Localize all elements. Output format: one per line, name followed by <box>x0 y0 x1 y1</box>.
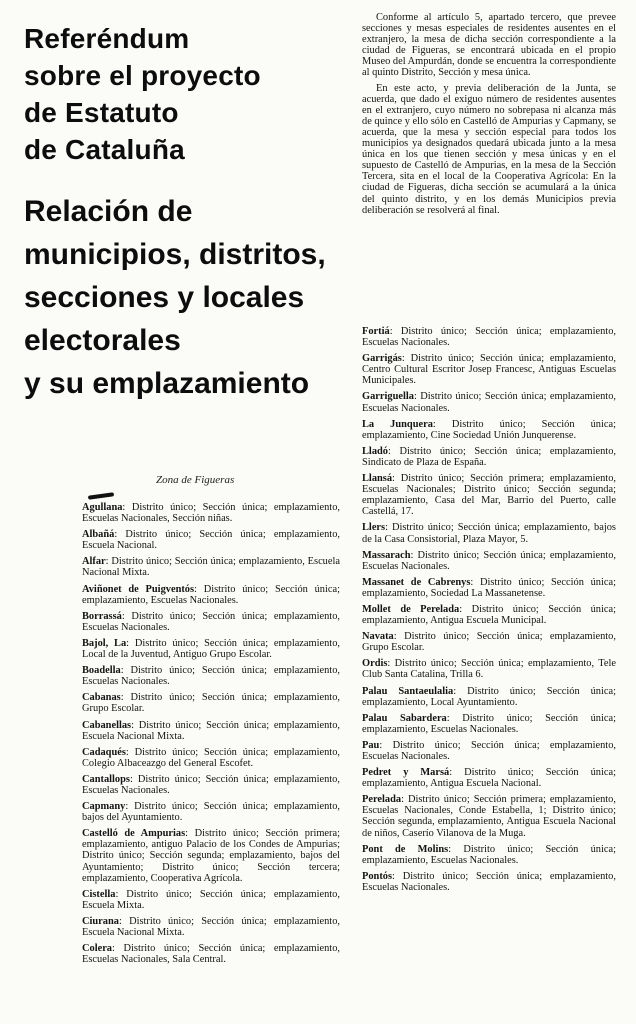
municipality-name: Garriguella <box>362 391 414 403</box>
municipality-entry <box>82 916 340 938</box>
headline-title-line: de Cataluña <box>24 134 185 165</box>
municipality-details: Distrito único; Sección primera; emplazamiento, Escuelas Nacionales, Conde Estabella, 1; Distrito único; Sección segunda, emplazamiento, Antigua Escuela Nacional de niños, Caserío Vilanova de la Muga. <box>362 794 616 839</box>
municipality-details: Distrito único; Sección única; emplazamiento, Grupo Escolar. <box>82 692 340 715</box>
municipality-entry <box>362 446 616 468</box>
headline-subtitle-line: electorales <box>24 324 181 357</box>
municipality-name: Massanet de Cabrenys <box>362 576 471 588</box>
municipality-entry <box>362 767 616 789</box>
municipality-details: Distrito único; Sección única; emplazamiento, Sindicato de Plaza de España. <box>362 445 616 468</box>
municipality-name: Massarach <box>362 549 411 561</box>
municipality-entry <box>362 550 616 572</box>
municipality-name: Boadella <box>82 665 121 677</box>
municipality-name: Pau <box>362 739 380 751</box>
name-separator: : <box>453 685 468 697</box>
municipality-entry <box>362 419 616 441</box>
municipality-details: Distrito único; Sección única; emplazamiento, Sociedad La Massanetense. <box>362 576 616 599</box>
municipality-name: Cadaqués <box>82 746 126 758</box>
headline-subtitle-line: y su emplazamiento <box>24 367 310 400</box>
name-separator: : <box>432 418 452 430</box>
headline-subtitle <box>24 190 342 405</box>
municipality-entry <box>82 889 340 911</box>
name-separator: : <box>118 915 130 927</box>
name-separator: : <box>185 828 195 840</box>
name-separator: : <box>126 637 135 649</box>
name-separator: : <box>112 943 124 955</box>
municipality-name: Cabanas <box>82 692 121 704</box>
name-separator: : <box>125 746 135 758</box>
name-separator: : <box>194 583 204 595</box>
municipality-details: Distrito único; Sección única; emplazamiento, Escuela Nacional Mixta. <box>82 556 340 579</box>
name-separator: : <box>413 391 421 403</box>
municipality-details: Distrito único; Sección única; emplazamiento, Antigua Escuela Nacional. <box>362 767 616 790</box>
municipality-name: Borrassá <box>82 610 122 622</box>
name-separator: : <box>120 692 131 704</box>
name-separator: : <box>115 888 127 900</box>
name-separator: : <box>410 549 418 561</box>
municipality-name: Palau Santaeulalia <box>362 685 454 697</box>
municipality-name: Mollet de Perelada <box>362 603 460 615</box>
name-separator: : <box>392 870 403 882</box>
municipality-details: Distrito único; Sección única; emplazamiento, Escuela Nacional. <box>82 529 340 552</box>
municipality-name: Colera <box>82 943 113 955</box>
municipality-details: Distrito único; Sección única; emplazamiento, Escuelas Nacionales. <box>82 583 340 606</box>
municipality-name: La Junquera <box>362 418 433 430</box>
municipality-entry <box>82 638 340 660</box>
municipality-entry <box>362 577 616 599</box>
name-separator: : <box>449 767 465 779</box>
municipality-name: Lladó <box>362 445 388 457</box>
name-separator: : <box>448 843 464 855</box>
left-municipality-list <box>82 502 340 970</box>
municipality-entry <box>82 943 340 965</box>
headline-title <box>24 20 342 168</box>
municipality-entry <box>362 686 616 708</box>
municipality-details: Distrito único; Sección única; emplazamiento, Tele Club Santa Catalina, Trilla 6. <box>362 658 616 681</box>
municipality-details: Distrito único; Sección única; emplazamiento, Escuela Nacional Mixta. <box>82 719 340 742</box>
municipality-entry <box>362 391 616 413</box>
name-separator: : <box>114 529 126 541</box>
name-separator: : <box>470 576 480 588</box>
municipality-name: Cabanellas <box>82 719 132 731</box>
decorative-dash <box>88 492 114 500</box>
municipality-name: Garrigás <box>362 353 402 365</box>
municipality-details: Distrito único; Sección única; emplazamiento, Colegio Albaceazgo del General Escofet. <box>82 746 340 769</box>
municipality-name: Aviñonet de Puigventós <box>82 583 195 595</box>
municipality-entry <box>82 529 340 551</box>
municipality-details: Distrito único; Sección única; emplazamiento, Escuelas Nacionales. <box>82 665 340 688</box>
municipality-details: Distrito único; Sección única; emplazamiento, Escuelas Nacionales. <box>362 843 616 866</box>
municipality-entry <box>362 871 616 893</box>
municipality-entry <box>82 502 340 524</box>
name-separator: : <box>122 502 132 513</box>
municipality-name: Ciurana <box>82 915 119 927</box>
municipality-details: Distrito único; Sección única; emplazamiento, Cine Sociedad Unión Junquerense. <box>362 418 616 441</box>
name-separator: : <box>393 631 405 643</box>
municipality-entry <box>362 658 616 680</box>
municipality-details: Distrito único; Sección única; emplazamiento, Local de la Juventud, Antiguo Grupo Escolar. <box>82 637 340 661</box>
name-separator: : <box>459 603 472 615</box>
name-separator: : <box>392 473 401 485</box>
municipality-entry <box>362 713 616 735</box>
municipality-details: Distrito único; Sección única; emplazamiento, bajos del Ayuntamiento. <box>82 801 340 824</box>
name-separator: : <box>121 610 132 622</box>
headline-subtitle-line: Relación de <box>24 195 193 228</box>
name-separator: : <box>125 801 135 813</box>
municipality-name: Albañá <box>82 529 115 541</box>
zone-heading: Zona de Figueras <box>156 474 235 486</box>
municipality-entry <box>82 747 340 769</box>
municipality-details: Distrito único; Sección única; emplazamiento, Escuelas Nacionales. <box>362 739 616 762</box>
municipality-entry <box>82 611 340 633</box>
municipality-entry <box>362 844 616 866</box>
intro-text <box>362 12 616 220</box>
intro-paragraph: En este acto, y previa deliberación de la Junta, se acuerda, que dado el exiguo número de residentes ausentes en el extranjero, cuyo número no sobrepasa ni alcanza más de quince y ello sólo en Castelló de Ampurias y Capmany, se acuerda, que la mesa y sección especial para todos los municipios ya designados quedará ubicada junto a la mesa única en los que tienen sección y mesa únicas y en el supuesto de Castelló de Ampurias, en la mesa de la Sección Tercera, sita en el local de la Cooperativa Agrícola: En la ciudad de Figueras, dicha sección se acumulará a la única del quinto distrito, y en los demás Municipios previa deliberación se resolverá al final. <box>362 82 616 216</box>
name-separator: : <box>388 445 400 457</box>
municipality-details: Distrito único; Sección única; emplazamiento, Escuelas Nacionales. <box>362 712 616 735</box>
municipality-entry <box>82 720 340 742</box>
municipality-details: Distrito único; Sección única; emplazamiento, Escuelas Nacionales. <box>362 870 616 893</box>
municipality-details: Distrito único; Sección única; emplazamiento, Escuelas Nacionales. <box>362 549 616 572</box>
headline <box>24 20 342 405</box>
municipality-name: Agullana <box>82 502 123 513</box>
name-separator: : <box>446 712 463 724</box>
municipality-details: Distrito único; Sección única; emplazamiento, Local Ayuntamiento. <box>362 685 616 708</box>
municipality-entry <box>82 801 340 823</box>
municipality-entry <box>362 522 616 544</box>
intro-paragraph: Conforme al artículo 5, apartado tercero, que prevee secciones y mesas especiales de residentes ausentes en el extranjero, la mesa de dicha sección correspondiente a la ciudad de Figueras, se encontrará ubicada en el propio Museo del Ampurdán, donde se encuentra la correspondiente al quinto Distrito, Sección y mesa única. <box>362 12 616 79</box>
municipality-details: Distrito único; Sección única; emplazamiento, Escuelas Nacionales, Sección niñas. <box>82 502 340 525</box>
municipality-entry <box>362 794 616 838</box>
municipality-name: Cantallops <box>82 773 130 785</box>
municipality-details: Distrito único; Sección única; emplazamiento, Escuelas Nacionales. <box>82 610 340 633</box>
municipality-entry <box>362 740 616 762</box>
municipality-details: Distrito único; Sección única; emplazamiento, Escuelas Nacionales. <box>362 391 616 414</box>
municipality-entry <box>82 692 340 714</box>
headline-subtitle-line: secciones y locales <box>24 281 305 314</box>
name-separator: : <box>385 522 392 534</box>
municipality-details: Distrito único; Sección única; emplazamiento, Grupo Escolar. <box>362 631 616 654</box>
municipality-entry <box>362 631 616 653</box>
municipality-name: Bajol, La <box>82 637 127 649</box>
municipality-entry <box>362 326 616 348</box>
municipality-name: Castelló de Ampurias <box>82 828 186 840</box>
municipality-name: Palau Sabardera <box>362 712 447 724</box>
municipality-name: Ordis <box>362 658 388 670</box>
name-separator: : <box>379 739 393 751</box>
name-separator: : <box>387 658 395 670</box>
municipality-name: Llansá <box>362 473 393 485</box>
municipality-entry <box>362 604 616 626</box>
municipality-entry <box>82 774 340 796</box>
municipality-name: Pont de Molins <box>362 843 449 855</box>
headline-title-line: sobre el proyecto <box>24 60 261 91</box>
municipality-entry <box>82 828 340 883</box>
municipality-entry <box>82 665 340 687</box>
municipality-entry <box>362 473 616 517</box>
name-separator: : <box>120 665 131 677</box>
municipality-details: Distrito único; Sección primera; emplazamiento, antiguo Palacio de los Condes de Ampurias; Distrito único; Sección segunda; emplazamiento, bajos del Ayuntamiento; Distrito único; Sección tercera; emplazamiento, Cooperativa Agrícola. <box>82 828 340 884</box>
municipality-name: Fortiá <box>362 326 390 337</box>
municipality-details: Distrito único; Sección única; emplazamiento, Antigua Escuela Municipal. <box>362 603 616 627</box>
name-separator: : <box>401 794 408 806</box>
municipality-name: Alfar <box>82 556 106 568</box>
municipality-details: Distrito único; Sección primera; emplazamiento, Escuelas Nacionales; Distrito único; Sección segunda; emplazamiento, Casa del Mar, Barrio del Puerto, calle Castellá, 17. <box>362 473 616 518</box>
municipality-name: Perelada <box>362 794 402 806</box>
headline-subtitle-line: municipios, distritos, <box>24 238 326 271</box>
municipality-name: Capmany <box>82 801 126 813</box>
municipality-details: Distrito único; Sección única; emplazamiento, Escuelas Nacionales. <box>362 326 616 349</box>
municipality-details: Distrito único; Sección única; emplazamiento, Centro Cultural Escritor Josep Francesc, Antiguas Escuelas Municipales. <box>362 353 616 387</box>
headline-title-line: de Estatuto <box>24 97 179 128</box>
name-separator: : <box>129 773 138 785</box>
municipality-name: Navata <box>362 631 394 643</box>
name-separator: : <box>105 556 112 568</box>
municipality-details: Distrito único; Sección única; emplazamiento, Escuela Nacional Mixta. <box>82 915 340 938</box>
municipality-name: Cistella <box>82 888 116 900</box>
name-separator: : <box>389 326 401 337</box>
name-separator: : <box>401 353 411 365</box>
municipality-details: Distrito único; Sección única; emplazamiento, Escuelas Nacionales. <box>82 773 340 796</box>
municipality-name: Pontós <box>362 870 393 882</box>
municipality-name: Pedret y Marsá <box>362 767 450 779</box>
municipality-entry <box>362 353 616 386</box>
name-separator: : <box>131 719 139 731</box>
municipality-details: Distrito único; Sección única; emplazamiento, Escuelas Nacionales, Sala Central. <box>82 943 340 966</box>
municipality-name: Llers <box>362 522 386 534</box>
headline-title-line: Referéndum <box>24 23 190 54</box>
municipality-entry <box>82 556 340 578</box>
right-municipality-list <box>362 326 616 898</box>
municipality-details: Distrito único; Sección única; emplazamiento, bajos de la Casa Consistorial, Plaza Mayor, 5. <box>362 522 616 545</box>
municipality-entry <box>82 584 340 606</box>
municipality-details: Distrito único; Sección única; emplazamiento, Escuela Mixta. <box>82 888 340 911</box>
